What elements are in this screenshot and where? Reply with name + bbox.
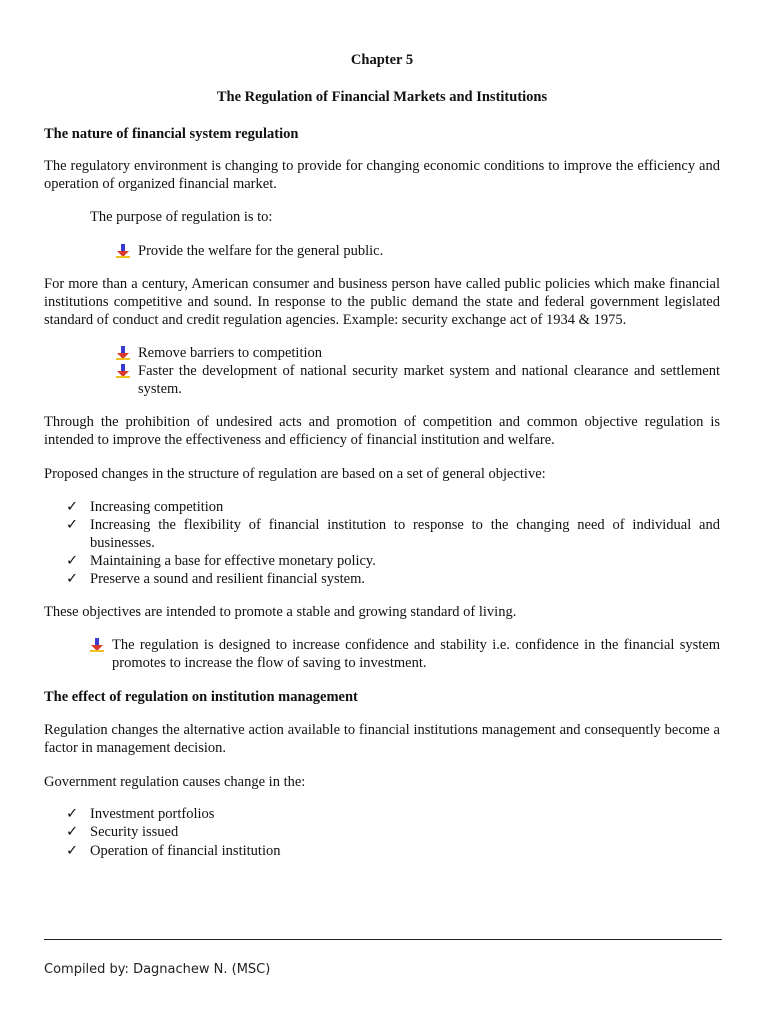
checklist-item-text: Operation of financial institution xyxy=(90,843,281,859)
paragraph-century: For more than a century, American consumer and business person have called public policies which make financial institutions competitive and sound. In response to the public demand the state and federal government legislated standard of conduct and credit regulation agencies. Example: security exchange act of 1934 & 1975. xyxy=(44,276,720,328)
section-heading-effect: The effect of regulation on institution management xyxy=(44,689,358,705)
checklist-item xyxy=(44,552,720,570)
purpose-intro: The purpose of regulation is to: xyxy=(90,209,273,225)
footer-credit: Compiled by: Dagnachew N. (MSC) xyxy=(44,962,271,977)
checkmark-icon: ✓ xyxy=(66,843,79,859)
checkmark-icon: ✓ xyxy=(66,571,79,587)
arrow-bullet-icon xyxy=(90,638,104,652)
checklist-item-text: Increasing competition xyxy=(90,499,224,515)
checklist-item xyxy=(44,570,720,588)
checklist-item-text: Preserve a sound and resilient financial system. xyxy=(90,571,366,587)
list-item-text: The regulation is designed to increase confidence and stability i.e. confidence in the financial system promotes to increase the flow of saving to investment. xyxy=(112,637,720,671)
checklist-item xyxy=(44,516,720,552)
checklist-item-text: Security issued xyxy=(90,824,179,840)
chapter-label: Chapter 5 xyxy=(350,52,414,68)
checklist-item-text: Maintaining a base for effective monetary policy. xyxy=(90,553,376,569)
list-item-text: Provide the welfare for the general public. xyxy=(138,243,384,259)
checkmark-icon: ✓ xyxy=(66,517,79,533)
checklist-item xyxy=(44,805,720,823)
paragraph-proposed-changes: Proposed changes in the structure of regulation are based on a set of general objective: xyxy=(44,466,546,482)
arrow-bullet-icon xyxy=(116,364,130,378)
section-heading-nature: The nature of financial system regulation xyxy=(44,126,299,142)
checkmark-icon: ✓ xyxy=(66,806,79,822)
list-item-text: Remove barriers to competition xyxy=(138,345,323,361)
checkmark-icon: ✓ xyxy=(66,824,79,840)
checklist-item xyxy=(44,842,720,860)
checkmark-icon: ✓ xyxy=(66,553,79,569)
paragraph-government-regulation: Government regulation causes change in the: xyxy=(44,774,306,790)
page-title: The Regulation of Financial Markets and Institutions xyxy=(216,89,548,105)
checklist-item-text: Investment portfolios xyxy=(90,806,215,822)
paragraph-regulatory-environment: The regulatory environment is changing to provide for changing economic conditions to improve the efficiency and operation of organized financial market. xyxy=(44,158,720,192)
arrow-bullet-icon xyxy=(116,346,130,360)
paragraph-regulation-changes: Regulation changes the alternative action available to financial institutions management and consequently become a factor in management decision. xyxy=(44,722,720,756)
checkmark-icon: ✓ xyxy=(66,499,79,515)
checklist-item xyxy=(44,823,720,841)
footer-divider xyxy=(44,939,722,940)
arrow-bullet-icon xyxy=(116,244,130,258)
paragraph-objectives-intended: These objectives are intended to promote a stable and growing standard of living. xyxy=(44,604,517,620)
checklist-item-text: Increasing the flexibility of financial institution to response to the changing need of individual and businesses. xyxy=(90,517,720,551)
list-item-text: Faster the development of national security market system and national clearance and settlement system. xyxy=(138,363,720,397)
paragraph-prohibition: Through the prohibition of undesired acts and promotion of competition and common objective regulation is intended to improve the effectiveness and efficiency of financial institution and welfare. xyxy=(44,414,720,448)
checklist-item xyxy=(44,498,720,516)
